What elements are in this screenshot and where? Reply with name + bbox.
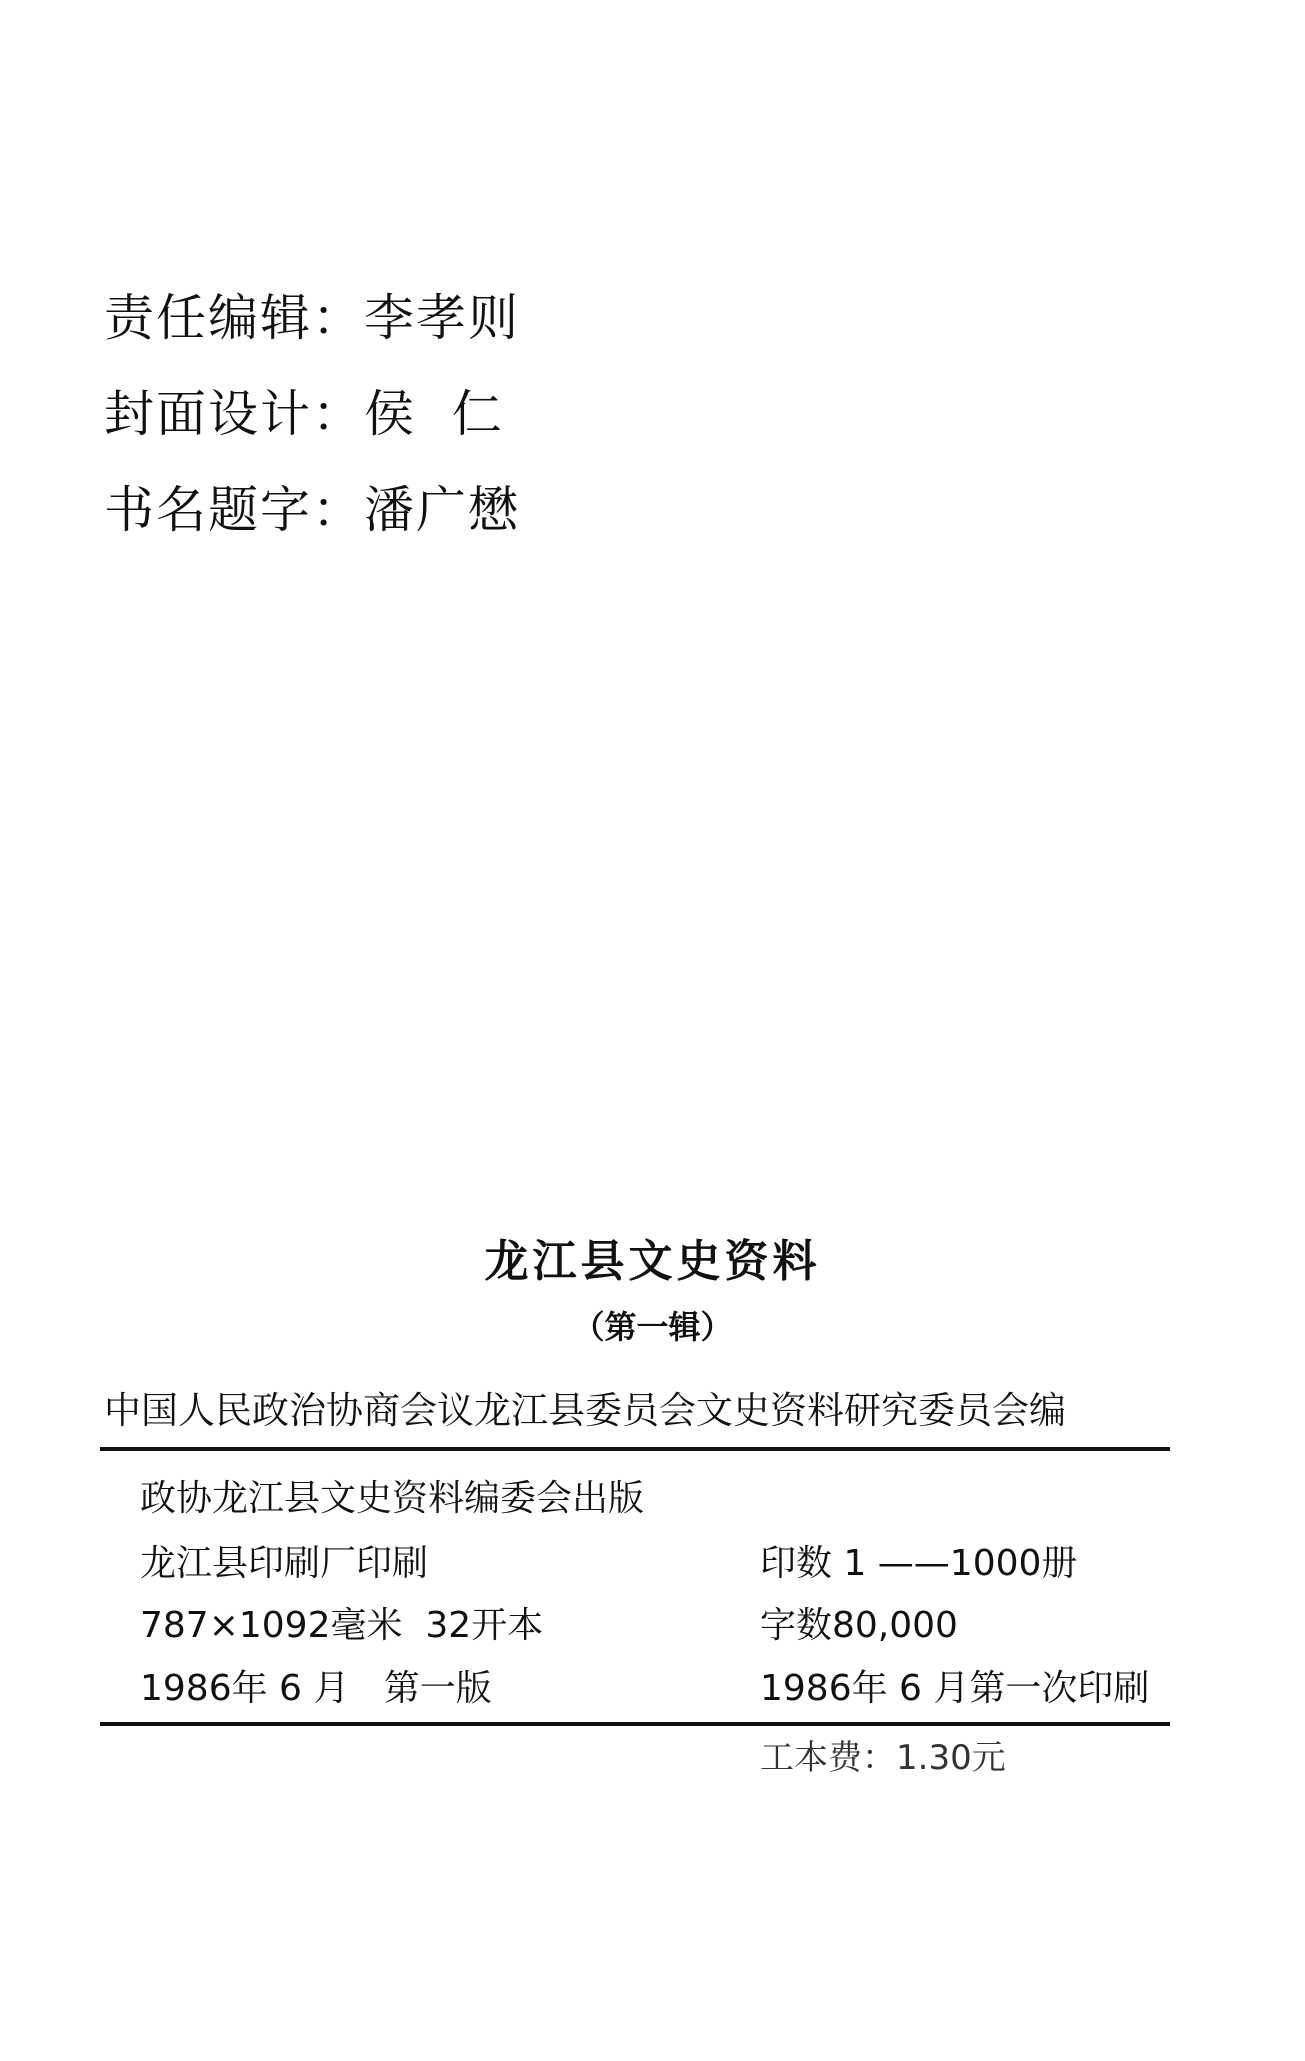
printing-line: 1986年 6 月第一次印刷: [760, 1668, 1150, 1709]
bottom-divider: [100, 1722, 1170, 1726]
credits-block: [104, 270, 520, 558]
printer-line: 龙江县印刷厂印刷: [140, 1543, 429, 1584]
print-run-line: 印数 1 ——1000册: [760, 1543, 1078, 1584]
book-volume: （第一辑）: [572, 1308, 733, 1346]
credit-cover-design: 封面设计：侯 仁: [104, 385, 504, 443]
word-count-line: 字数80,000: [760, 1605, 958, 1646]
credit-title-calligraphy: 书名题字：潘广懋: [104, 481, 520, 539]
edition-line: 1986年 6 月 第一版: [140, 1668, 492, 1709]
top-divider: [100, 1447, 1170, 1451]
publisher-line: 政协龙江县文史资料编委会出版: [140, 1478, 645, 1519]
format-line: 787×1092毫米 32开本: [140, 1605, 544, 1646]
editor-organization: 中国人民政治协商会议龙江县委员会文史资料研究委员会编: [104, 1389, 1066, 1432]
credit-editor: 责任编辑：李孝则: [104, 289, 520, 347]
book-title: 龙江县文史资料: [484, 1236, 821, 1287]
price-line: 工本费：1.30元: [760, 1738, 1006, 1778]
